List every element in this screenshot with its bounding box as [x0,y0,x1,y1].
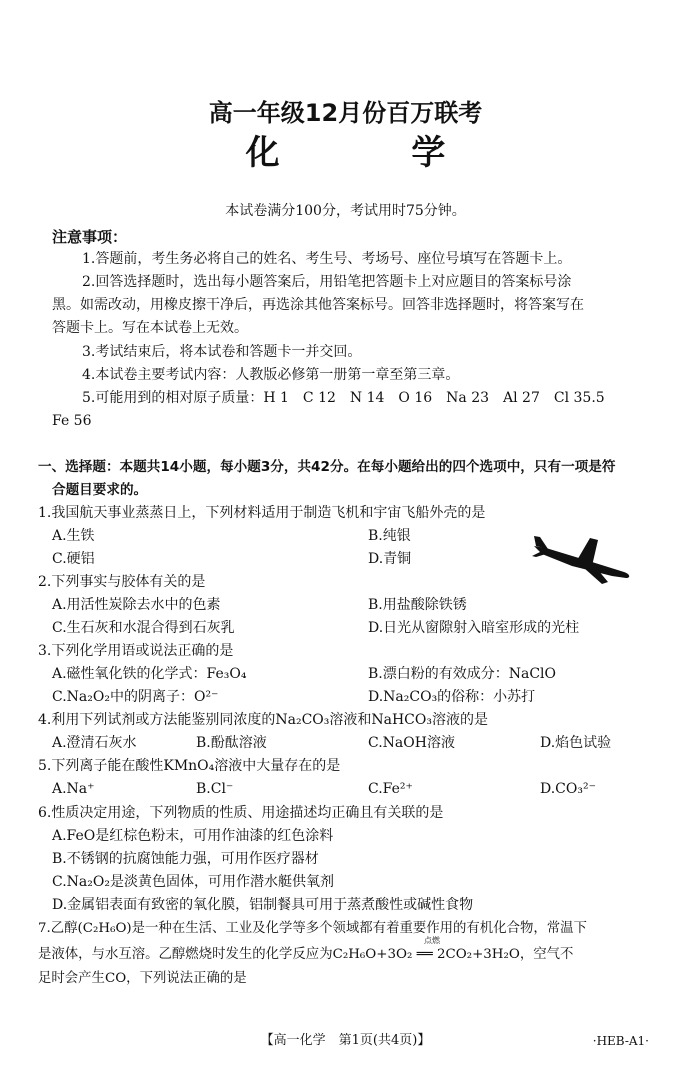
q6-option-c: C.Na₂O₂是淡黄色固体，可用作潜水艇供氧剂 [52,874,334,890]
q2-option-a: A.用活性炭除去水中的色素 [52,597,221,613]
q5-stem: 5.下列离子能在酸性KMnO₄溶液中大量存在的是 [38,758,341,774]
q6-option-d: D.金属铝表面有致密的氧化膜，铝制餐具可用于蒸煮酸性或碱性食物 [52,897,474,913]
notes-heading: 注意事项： [52,228,128,246]
q1-option-d: D.青铜 [368,551,412,567]
note-item-5-line2: Fe 56 [52,413,92,429]
q3-option-a: A.磁性氧化铁的化学式：Fe₃O₄ [52,666,247,682]
subject-title: 化 学 [245,133,506,173]
q1-stem: 1.我国航天事业蒸蒸日上，下列材料适用于制造飞机和宇宙飞船外壳的是 [38,505,486,521]
note-item-5-line1: 5.可能用到的相对原子质量：H 1 C 12 N 14 O 16 Na 23 Al 27 Cl 35.5 [82,390,605,406]
q3-option-b: B.漂白粉的有效成分：NaClO [368,666,557,682]
q1-option-a: A.生铁 [52,528,95,544]
q4-option-b: B.酚酞溶液 [196,735,267,751]
q5-option-a: A.Na⁺ [52,781,95,797]
note-item-4: 4.本试卷主要考试内容：人教版必修第一册第一章至第三章。 [82,367,460,383]
q5-option-c: C.Fe²⁺ [368,781,413,797]
q5-option-b: B.Cl⁻ [196,781,234,797]
q7-line3: 足时会产生CO，下列说法正确的是 [38,971,247,986]
q4-option-a: A.澄清石灰水 [52,735,137,751]
q1-option-b: B.纯银 [368,528,411,544]
airplane-image [532,528,632,586]
q6-option-b: B.不锈钢的抗腐蚀能力强，可用作医疗器材 [52,851,319,867]
q6-stem: 6.性质决定用途，下列物质的性质、用途描述均正确且有关联的是 [38,805,444,821]
exam-title: 高一年级12月份百万联考 [208,99,483,127]
q3-option-c: C.Na₂O₂中的阴离子：O²⁻ [52,689,219,705]
q7-line2: 是液体，与水互溶。乙醇燃烧时发生的化学反应为C₂H₆O+3O₂ ══ 2CO₂+3H₂O，空气不 [38,947,574,962]
note-item-2-line1: 2.回答选择题时，选出每小题答案后，用铅笔把答题卡上对应题目的答案标号涂 [82,274,572,290]
q2-option-b: B.用盐酸除铁锈 [368,597,467,613]
q3-option-d: D.Na₂CO₃的俗称：小苏打 [368,689,536,705]
q7-reaction-condition: 点燃 [424,936,440,945]
section1-heading-line2: 合题目要求的。 [52,482,148,498]
q2-option-d: D.日光从窗隙射入暗室形成的光柱 [368,620,580,636]
exam-code: ·HEB-A1· [592,1034,649,1048]
q2-stem: 2.下列事实与胶体有关的是 [38,574,206,590]
q4-option-d: D.焰色试验 [540,735,612,751]
exam-info: 本试卷满分100分，考试用时75分钟。 [225,203,466,219]
q2-option-c: C.生石灰和水混合得到石灰乳 [52,620,235,636]
page-footer: 【高一化学 第1页(共4页)】 [260,1033,431,1048]
q5-option-d: D.CO₃²⁻ [540,781,596,797]
q4-option-c: C.NaOH溶液 [368,735,455,751]
note-item-1: 1.答题前，考生务必将自己的姓名、考生号、考场号、座位号填写在答题卡上。 [82,251,572,267]
section1-heading-line1: 一、选择题：本题共14小题，每小题3分，共42分。在每小题给出的四个选项中，只有一项是符 [38,459,616,475]
note-item-3: 3.考试结束后，将本试卷和答题卡一并交回。 [82,344,362,360]
q6-option-a: A.FeO是红棕色粉末，可用作油漆的红色涂料 [52,828,334,844]
q7-line1: 7.乙醇(C₂H₆O)是一种在生活、工业及化学等多个领域都有着重要作用的有机化合物，常温下 [38,921,587,936]
q1-option-c: C.硬铝 [52,551,95,567]
q4-stem: 4.利用下列试剂或方法能鉴别同浓度的Na₂CO₃溶液和NaHCO₃溶液的是 [38,712,488,728]
note-item-2-line2: 黑。如需改动，用橡皮擦干净后，再选涂其他答案标号。回答非选择题时，将答案写在 [52,297,584,313]
note-item-2-line3: 答题卡上。写在本试卷上无效。 [52,320,248,336]
q3-stem: 3.下列化学用语或说法正确的是 [38,643,234,659]
